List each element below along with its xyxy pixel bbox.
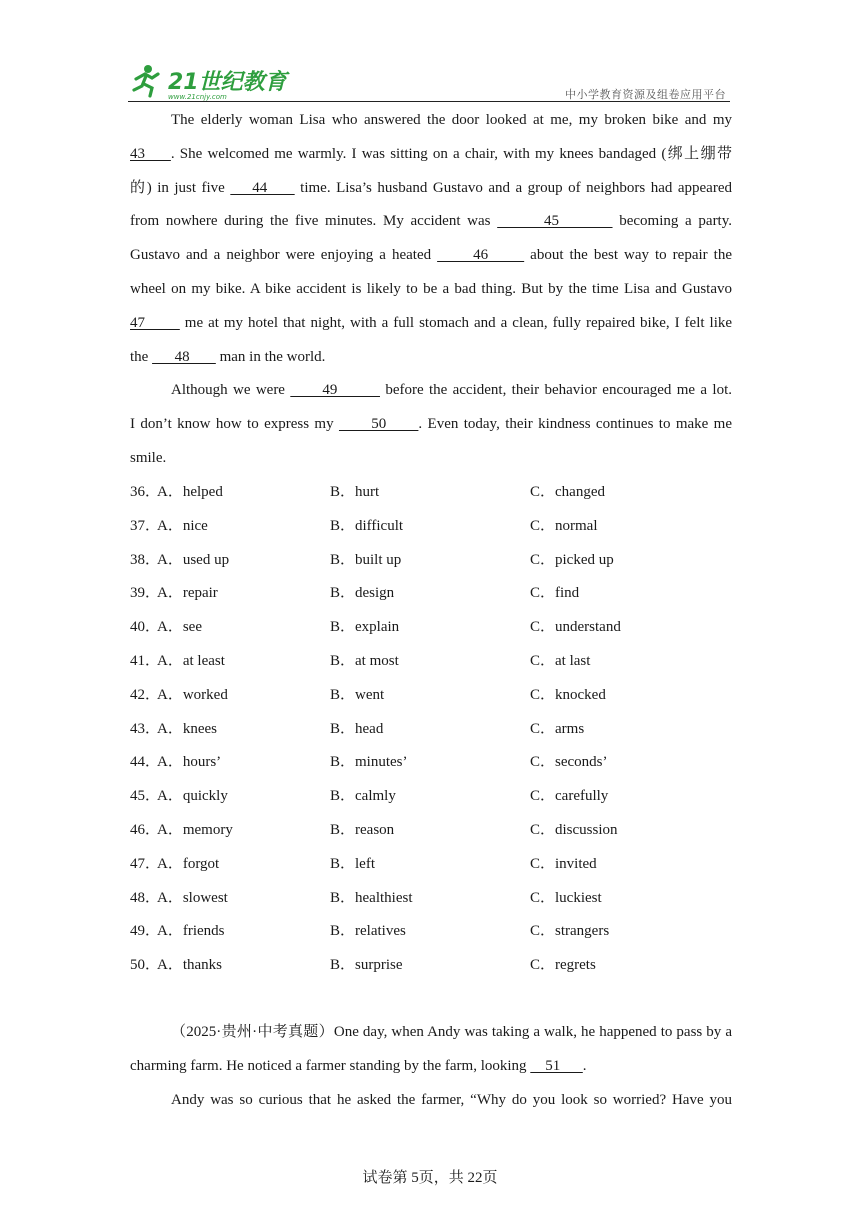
question-number: 41． — [130, 652, 161, 669]
question-number: 42． — [130, 686, 161, 703]
passage-text: . — [582, 1057, 587, 1074]
question-row — [130, 544, 732, 578]
option-b: B．design — [330, 585, 395, 602]
svg-text:21世纪教育: 21世纪教育 — [168, 70, 287, 95]
passage-text: from nowhere during the five minutes. My accident was — [130, 213, 498, 230]
option-c: C．find — [530, 585, 580, 602]
option-b: B．went — [330, 686, 385, 703]
passage-paragraph-1 — [130, 104, 732, 374]
header-divider — [128, 101, 730, 102]
question-row — [130, 476, 732, 510]
option-c: C．strangers — [530, 923, 610, 940]
passage-line — [130, 408, 732, 442]
passage-text: wheel on my bike. A bike accident is likely to be a bad thing. But by the time Lisa and Gustavo — [130, 280, 732, 297]
passage-text: charming farm. He noticed a farmer standing by the farm, looking — [130, 1057, 531, 1074]
question-row — [130, 577, 732, 611]
passage-line — [130, 442, 732, 476]
passage-line — [130, 1084, 732, 1118]
question-number: 44． — [130, 754, 161, 771]
passage-text: Andy was so curious that he asked the farmer, “Why do you look so worried? Have you — [171, 1091, 732, 1108]
option-b: B．surprise — [330, 957, 403, 974]
option-b: B．hurt — [330, 484, 380, 500]
question-row — [130, 645, 732, 679]
option-a: A．hours’ — [157, 754, 222, 771]
option-c: C．seconds’ — [530, 754, 608, 771]
passage-line — [130, 273, 732, 307]
option-c: C．invited — [530, 855, 597, 872]
question-row — [130, 510, 732, 544]
option-c: C．carefully — [530, 788, 609, 805]
passage-text: the — [130, 348, 153, 365]
passage-line — [130, 374, 732, 408]
option-b: B．at most — [330, 652, 399, 669]
option-a: A．helped — [157, 484, 223, 500]
answer-blank: 46 — [437, 247, 525, 264]
option-a: A．quickly — [157, 788, 228, 805]
question-number: 36． — [130, 484, 161, 500]
answer-blank: 51 — [530, 1057, 583, 1074]
option-b: B．relatives — [330, 923, 406, 940]
option-c: C．discussion — [530, 821, 618, 838]
option-a: A．at least — [157, 652, 225, 669]
question-row — [130, 611, 732, 645]
option-c: C．understand — [530, 619, 621, 636]
question-number: 43． — [130, 720, 161, 737]
option-a: A．nice — [157, 517, 208, 534]
passage-line — [130, 307, 732, 341]
question-number: 39． — [130, 585, 161, 602]
question-number: 37． — [130, 517, 161, 534]
question-row — [130, 679, 732, 713]
option-b: B．built up — [330, 551, 402, 568]
passage-line — [130, 1016, 732, 1050]
answer-blank: 49 — [290, 382, 380, 398]
passage-text: time. Lisa’s husband Gustavo and a group of neighbors had appeared — [294, 179, 732, 196]
answer-blank: 45 — [497, 213, 613, 230]
answer-blank: 50 — [338, 415, 419, 432]
passage-text: before the accident, their behavior encouraged me a lot. — [379, 382, 732, 398]
passage-line — [130, 104, 732, 138]
option-c: C．at last — [530, 652, 591, 669]
passage-line — [130, 172, 732, 206]
option-b: B．reason — [330, 821, 395, 838]
option-a: A．friends — [157, 923, 225, 940]
option-b: B．minutes’ — [330, 754, 408, 771]
question-number: 49． — [130, 923, 161, 940]
option-c: C．picked up — [530, 551, 614, 568]
option-a: A．memory — [157, 821, 233, 838]
option-a: A．worked — [157, 686, 228, 703]
passage-line — [130, 1050, 732, 1084]
question-number: 47． — [130, 855, 161, 872]
answer-blank: 43 — [130, 145, 171, 162]
page-header — [128, 62, 730, 104]
option-a: A．forgot — [157, 855, 220, 872]
passage-paragraph-2 — [130, 374, 732, 475]
option-b: B．difficult — [330, 517, 404, 534]
question-number: 45． — [130, 788, 161, 805]
option-a: A．repair — [157, 585, 218, 602]
passage-text: man in the world. — [215, 348, 326, 365]
option-c: C．luckiest — [530, 889, 602, 906]
passage-text: Gustavo and a neighbor were enjoying a heated — [130, 247, 438, 264]
header-tagline: 中小学教育资源及组卷应用平台 — [565, 88, 726, 101]
question-number: 50． — [130, 957, 161, 974]
question-row — [130, 949, 732, 983]
question-row — [130, 746, 732, 780]
svg-text:www.21cnjy.com: www.21cnjy.com — [168, 93, 227, 101]
question-number: 48． — [130, 889, 161, 906]
passage-line — [130, 239, 732, 273]
passage-paragraph-3 — [130, 1016, 732, 1117]
passage-text: . Even today, their kindness continues to make me — [418, 415, 733, 432]
site-logo-icon — [128, 62, 287, 104]
answer-blank: 47 — [130, 314, 180, 331]
answer-blank: 48 — [152, 348, 216, 365]
question-row — [130, 882, 732, 916]
option-b: B．healthiest — [330, 889, 413, 906]
passage-text: about the best way to repair the — [524, 247, 732, 264]
passage-text: becoming a party. — [612, 213, 733, 230]
option-b: B．left — [330, 855, 375, 872]
passage-text: 的) in just five — [130, 179, 231, 196]
question-row — [130, 780, 732, 814]
question-number: 46． — [130, 821, 161, 838]
page-number-footer: 试卷第 5页，共 22页 — [362, 1170, 498, 1186]
option-c: C．knocked — [530, 686, 606, 703]
passage-text: Although we were — [171, 382, 291, 398]
option-c: C．arms — [530, 720, 585, 737]
passage-text: me at my hotel that night, with a full stomach and a clean, fully repaired bike, I felt like — [179, 314, 733, 331]
passage-text: I don’t know how to express my — [130, 415, 339, 432]
option-a: A．slowest — [157, 889, 228, 906]
answer-blank: 44 — [230, 179, 295, 196]
passage-line — [130, 341, 732, 375]
question-row — [130, 848, 732, 882]
option-a: A．used up — [157, 551, 230, 568]
passage-text: The elderly woman Lisa who answered the door looked at me, my broken bike and my — [171, 112, 732, 128]
question-row — [130, 713, 732, 747]
option-a: A．thanks — [157, 957, 222, 974]
question-options-list — [130, 476, 732, 983]
passage-line — [130, 205, 732, 239]
option-a: A．knees — [157, 720, 217, 737]
option-c: C．regrets — [530, 957, 596, 974]
option-c: C．normal — [530, 517, 598, 534]
passage-text: smile. — [130, 449, 167, 466]
option-b: B．calmly — [330, 788, 396, 805]
option-b: B．head — [330, 720, 384, 737]
question-number: 38． — [130, 551, 161, 568]
passage-text: （2025·贵州·中考真题）One day, when Andy was taking a walk, he happened to pass by a — [171, 1024, 732, 1040]
option-a: A．see — [157, 619, 202, 636]
question-row — [130, 814, 732, 848]
passage-text: . She welcomed me warmly. I was sitting on a chair, with my knees bandaged (绑上绷带 — [170, 145, 732, 162]
option-c: C．changed — [530, 484, 605, 500]
question-row — [130, 915, 732, 949]
option-b: B．explain — [330, 619, 400, 636]
passage-line — [130, 138, 732, 172]
question-number: 40． — [130, 619, 161, 636]
